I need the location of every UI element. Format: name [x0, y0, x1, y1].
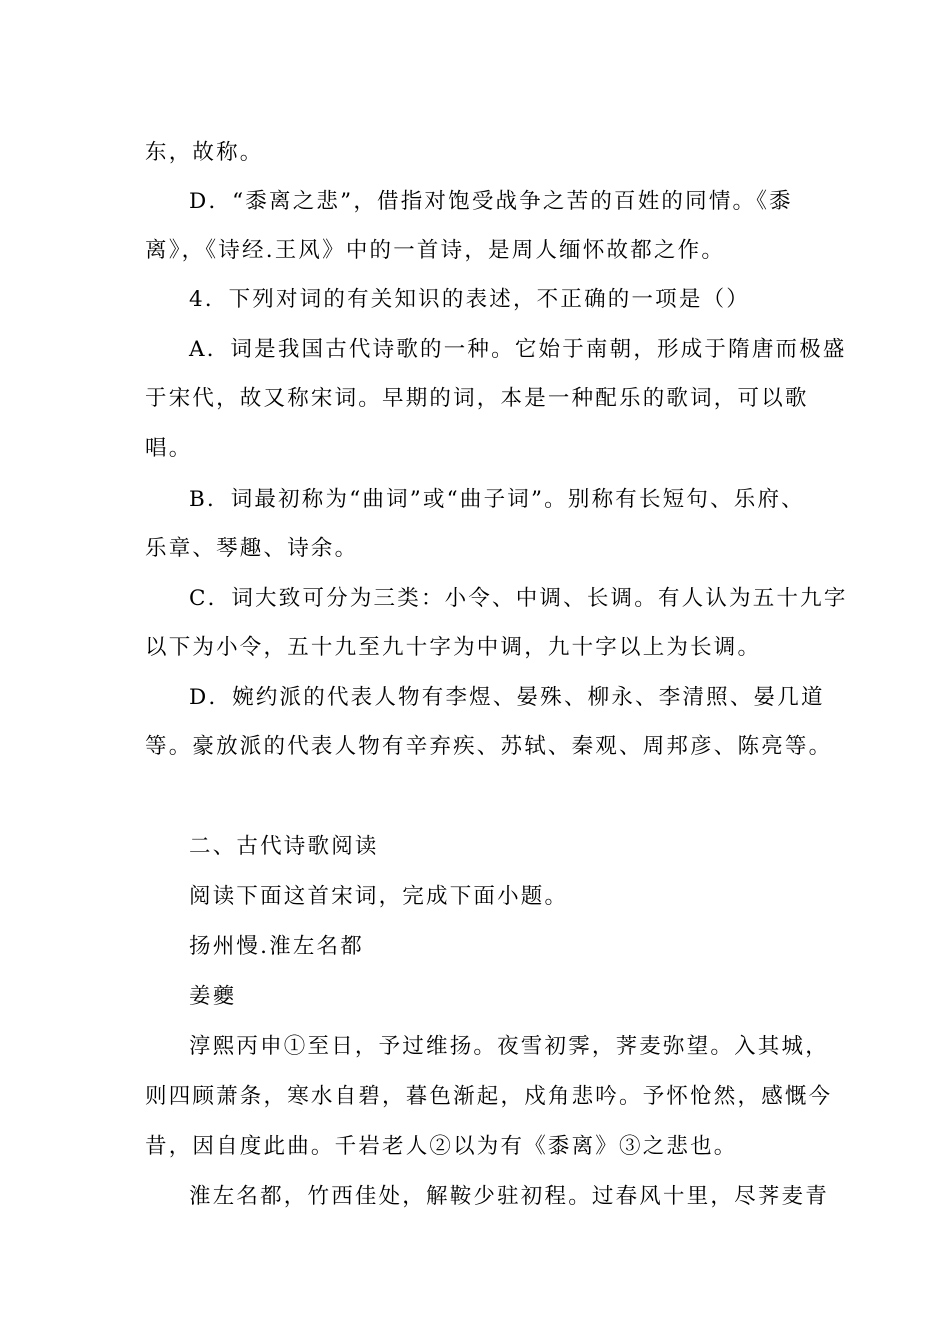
option-d-line-1: D．“黍离之悲”，借指对饱受战争之苦的百姓的同情。《黍 [189, 189, 793, 214]
preface-line-1: 淳熙丙申①至日，予过维扬。夜雪初霁，荠麦弥望。入其城， [189, 1034, 829, 1059]
poem-title: 扬州慢.淮左名都 [189, 934, 364, 959]
option-c-line-1: C．词大致可分为三类：小令、中调、长调。有人认为五十九字 [189, 586, 848, 611]
poem-author: 姜夔 [189, 984, 237, 1009]
option-a-line-2: 于宋代，故又称宋词。早期的词，本是一种配乐的歌词，可以歌 [145, 386, 809, 411]
option-d2-line-1: D．婉约派的代表人物有李煜、晏殊、柳永、李清照、晏几道 [189, 685, 825, 710]
section-heading: 二、古代诗歌阅读 [189, 834, 379, 859]
option-b-line-1: B．词最初称为“曲词”或“曲子词”。别称有长短句、乐府、 [189, 487, 805, 512]
option-c-line-2: 以下为小令，五十九至九十字为中调，九十字以上为长调。 [145, 635, 762, 660]
poem-body-line-1: 淮左名都，竹西佳处，解鞍少驻初程。过春风十里，尽荠麦青 [189, 1184, 829, 1209]
option-d-line-2: 离》，《诗经.王风》中的一首诗，是周人缅怀故都之作。 [145, 238, 726, 263]
option-a-line-3: 唱。 [145, 436, 193, 461]
question-4-stem: 4．下列对词的有关知识的表述，不正确的一项是（） [189, 287, 750, 312]
reading-instruction: 阅读下面这首宋词，完成下面小题。 [189, 884, 569, 909]
preface-line-3: 昔，因自度此曲。千岩老人②以为有《黍离》③之悲也。 [145, 1134, 738, 1159]
option-a-line-1: A．词是我国古代诗歌的一种。它始于南朝，形成于隋唐而极盛 [189, 337, 847, 362]
option-d2-line-2: 等。豪放派的代表人物有辛弃疾、苏轼、秦观、周邦彦、陈亮等。 [145, 734, 833, 759]
text-line-continuation: 东，故称。 [145, 140, 264, 165]
option-b-line-2: 乐章、琴趣、诗余。 [145, 536, 359, 561]
preface-line-2: 则四顾萧条，寒水自碧，暮色渐起，戍角悲吟。予怀怆然，感慨今 [145, 1084, 833, 1109]
